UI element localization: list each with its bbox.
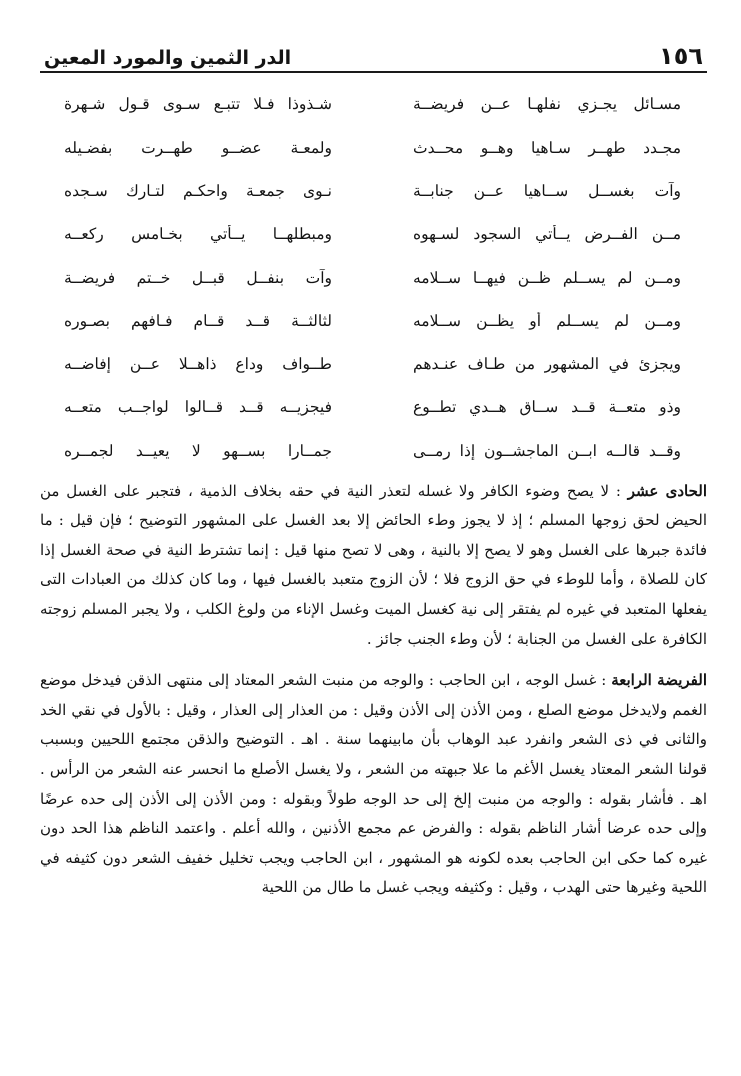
verse-second-hemistich: ومبطلهــا يــأتي بخـامس ركعــه (64, 225, 332, 244)
running-title: الدر الثمين والمورد المعين (44, 47, 292, 69)
verse-first-hemistich: وآت بغســل ســاهيا عــن جنابــة (413, 181, 681, 200)
verse-second-hemistich: وآت بنفــل قبــل خــتم فريضــة (64, 268, 332, 287)
paragraph-heading: الفريضة الرابعة (611, 671, 707, 690)
verse-first-hemistich: ومــن لم يســلم أو يظــن ســلامه (413, 311, 681, 330)
paragraph-heading: الحادى عشر (627, 481, 707, 500)
verse-first-hemistich: مجـدد طهــر سـاهيا وهــو محــدث (413, 138, 681, 157)
paragraph-fourth-obligation (40, 666, 707, 903)
verse-line (40, 299, 707, 342)
paragraph-text: : لا يصح وضوء الكافر ولا غسله لتعذر النية في حقه بخلاف الذمية ، فتجبر على الغسل من الحيض لحق زوجها المسلم ؛ إذ لا يجوز وطء الحائض إلا بعد الغسل على المشهور التوضيح ؛ فإن قيل : ما فائدة جبرها على الغسل وهو لا يصح إلا بالنية ، وهى لا تصح منها قيل : إنما تشترط النية في صحة الغسل إذا كان للصلاة ، وأما للوطء في حق الزوج فلا ؛ لأن الزوج متعبد بالغسل فيها ، وما كان كذلك من العبادات التى يفعلها المتعبد في غيره لم يفتقر إلى نية كغسل الميت وغسل الإناء من ولوغ الكلب ، ولا يجبر المسلم زوجته الكافرة على الغسل من الجنابة ؛ لأن وطء الجنب جائز . (40, 481, 707, 648)
commentary-body (40, 477, 707, 903)
verse-second-hemistich: طــواف وداع ذاهــلا عــن إفاضــه (64, 355, 332, 374)
verse-second-hemistich: جمــارا بســهو لا يعيــد لجمــره (64, 441, 332, 460)
verse-second-hemistich: ولمعـة عضــو طهــرت بفضـيله (64, 138, 332, 157)
verse-second-hemistich: لثالثــة قــد قــام فـافهم بصـوره (64, 311, 332, 330)
verse-line (40, 213, 707, 256)
verse-line (40, 429, 707, 472)
verse-first-hemistich: مسـائل يجـزي نفلهـا عــن فريضــة (413, 95, 681, 114)
paragraph-eleventh (40, 477, 707, 655)
paragraph-text: : غسل الوجه ، ابن الحاجب : والوجه من منبت الشعر المعتاد إلى منتهى الذقن فيدخل موضع الغمم ولايدخل موضع الصلع ، ومن الأذن إلى الأذن وقيل : من العذار إلى العذار ، وقيل : بالأول في نقي الخد والثانى في ذى الشعر وانفرد عبد الوهاب بأن مابينهما سنة . اهـ . التوضيح والذقن مجتمع اللحيين وبسبب قولنا الشعر المعتاد يغسل الأغم ما علا جبهته من الشعر ، ولا يغسل الأصلع ما انحسر عنه الشعر من الرأس . اهـ . فأشار بقوله : والوجه من منبت إلخ إلى حد الوجه طولاً وبقوله : ومن الأذن إلى الأذن إلى حده عرضًا وإلى حده عرضا أشار الناظم بقوله : والفرض عم مجمع الأذنين ، والله أعلم . واعتمد الناظم هذا الحد دون غيره كما حكى ابن الحاجب بعده لكونه هو المشهور ، ابن الحاجب ويجب تخليل خفيف الشعر دون كثيفه في اللحية وغيرها حتى الهدب ، وقيل : وكثيفه ويجب غسل ما طال من اللحية (40, 671, 707, 897)
verse-first-hemistich: مــن الفــرض يــأتي السجود لسـهوه (413, 225, 681, 244)
verse-line (40, 170, 707, 213)
poem-verses (40, 83, 707, 473)
verse-second-hemistich: نـوى جمعـة واحكـم لتـارك سـجده (64, 181, 332, 200)
verse-line (40, 83, 707, 126)
verse-line (40, 343, 707, 386)
verse-first-hemistich: ويجزئ في المشهور من طـاف عنـدهم (413, 355, 681, 374)
verse-first-hemistich: وذو متعــة قــد ســاق هــدي تطــوع (413, 398, 681, 417)
page-header (40, 34, 707, 73)
verse-second-hemistich: فيجزيــه قــد قــالوا لواجــب متعــه (64, 398, 332, 417)
verse-line (40, 126, 707, 169)
verse-first-hemistich: وقــد قالــه ابــن الماجشــون إذا رمــى (413, 441, 681, 460)
verse-line (40, 386, 707, 429)
verse-second-hemistich: شـذوذا فـلا تتبـع سـوى قـول شـهرة (64, 95, 332, 114)
page-number: ١٥٦ (659, 42, 703, 70)
verse-first-hemistich: ومــن لم يســلم ظــن فيهــا ســلامه (413, 268, 681, 287)
verse-line (40, 256, 707, 299)
